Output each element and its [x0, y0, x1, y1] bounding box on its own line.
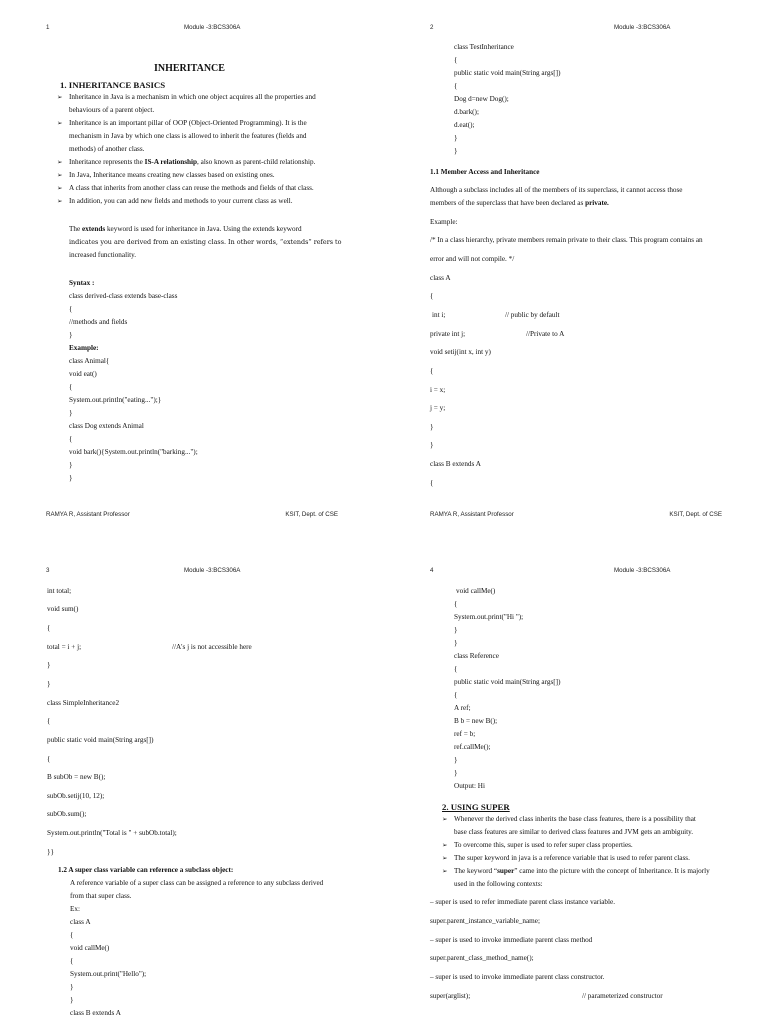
extends-para: The extends keyword is used for inheritance in Java. Using the extends keyword — [69, 225, 302, 233]
code-line: { — [430, 367, 434, 375]
code-line: { — [70, 931, 74, 939]
code-line: { — [454, 82, 458, 90]
code-line: { — [454, 691, 458, 699]
code-line: }} — [47, 848, 54, 856]
bullet: ➢ To overcome this, super is used to refer super class properties. — [454, 841, 633, 850]
code-line: { — [430, 479, 434, 487]
paragraph: Although a subclass includes all of the members of its superclass, it cannot access those — [430, 186, 683, 194]
page-number: 1 — [46, 24, 50, 31]
code-line: class A — [430, 274, 451, 282]
code-line: } — [430, 441, 434, 449]
code-line: int i; — [432, 311, 446, 319]
code-line: A ref; — [454, 704, 471, 712]
code-line: } — [454, 147, 458, 155]
output-line: Output: Hi — [454, 782, 485, 790]
code-line: System.out.println("eating...");} — [69, 396, 162, 404]
paragraph: A reference variable of a super class can be assigned a reference to any subclass derived — [70, 879, 324, 887]
example-label: Example: — [430, 218, 458, 226]
extends-para-2: indicates you are derived from an existing class. In other words, “extends” refers to — [69, 238, 342, 246]
extends-para-3: increased functionality. — [69, 251, 136, 259]
code-line: //methods and fields — [69, 318, 128, 326]
footer-author: RAMYA R, Assistant Professor — [46, 511, 130, 518]
usage-line: – super is used to invoke immediate parent class method — [430, 936, 593, 944]
code-line: i = x; — [430, 386, 446, 394]
page-header — [430, 567, 722, 574]
code-comment: // parameterized constructor — [582, 992, 663, 1000]
code-line: ref = b; — [454, 730, 476, 738]
code-line: System.out.println("Total is " + subOb.total); — [47, 829, 177, 837]
code-line: class B extends A — [70, 1009, 121, 1017]
code-line: super(arglist); — [430, 992, 471, 1000]
module-label: Module -3:BCS306A — [184, 24, 241, 31]
code-line: public static void main(String args[]) — [454, 678, 561, 686]
code-line: } — [69, 474, 73, 482]
bullet: ➢ In addition, you can add new fields and methods to your current class as well. — [69, 197, 293, 206]
code-line: } — [454, 134, 458, 142]
module-label: Module -3:BCS306A — [614, 24, 671, 31]
code-line: void sum() — [47, 605, 79, 613]
code-line: class B extends A — [430, 460, 481, 468]
paragraph: from that super class. — [70, 892, 132, 900]
page-number: 3 — [46, 567, 50, 574]
page-title: INHERITANCE — [154, 63, 225, 74]
footer-author: RAMYA R, Assistant Professor — [430, 511, 514, 518]
bullet: ➢ The keyword “super” came into the picture with the concept of Inheritance. It is majorly — [454, 867, 710, 876]
bullet-cont: behaviours of a parent object. — [69, 106, 155, 114]
syntax-label: Syntax : — [69, 279, 95, 287]
code-line: d.bark(); — [454, 108, 479, 116]
bullet-cont: base class features are similar to derived class features and JVM gets an ambiguity. — [454, 828, 694, 836]
code-line: subOb.setij(10, 12); — [47, 792, 105, 800]
code-line: { — [430, 292, 434, 300]
comment-line: /* In a class hierarchy, private members remain private to their class. This program contains an — [430, 236, 703, 244]
code-line: class Dog extends Animal — [69, 422, 144, 430]
bullet-cont: mechanism in Java by which one class is allowed to inherit the features (fields and — [69, 132, 307, 140]
code-line: } — [69, 461, 73, 469]
comment-line: error and will not compile. */ — [430, 255, 515, 263]
code-line: class derived-class extends base-class — [69, 292, 178, 300]
code-line: void bark(){System.out.println("barking..."); — [69, 448, 198, 456]
code-line: { — [454, 56, 458, 64]
bullet: ➢ The super keyword in java is a reference variable that is used to refer parent class. — [454, 854, 690, 863]
code-line: { — [47, 624, 51, 632]
code-line: total = i + j; — [47, 643, 82, 651]
code-line: public static void main(String args[]) — [47, 736, 154, 744]
page-header — [46, 24, 338, 31]
page-number: 2 — [430, 24, 434, 31]
code-line: B subOb = new B(); — [47, 773, 106, 781]
module-label: Module -3:BCS306A — [614, 567, 671, 574]
code-line: { — [47, 717, 51, 725]
code-line: public static void main(String args[]) — [454, 69, 561, 77]
code-line: Ex: — [70, 905, 80, 913]
code-line: } — [454, 769, 458, 777]
code-line: void eat() — [69, 370, 97, 378]
isa-bold: IS-A relationship — [144, 158, 198, 166]
code-line: private int j; — [430, 330, 466, 338]
usage-line: – super is used to invoke immediate parent class constructor. — [430, 973, 605, 981]
code-line: } — [47, 661, 51, 669]
code-line: void setij(int x, int y) — [430, 348, 491, 356]
page-1 — [0, 0, 384, 518]
code-line: { — [69, 305, 73, 313]
code-line: class Reference — [454, 652, 499, 660]
code-line: } — [69, 331, 73, 339]
code-line: { — [454, 600, 458, 608]
page-2 — [384, 0, 768, 518]
code-line: } — [454, 626, 458, 634]
bullet-cont: used in the following contexts: — [454, 880, 543, 888]
example-label: Example: — [69, 344, 99, 352]
code-line: int total; — [47, 587, 72, 595]
code-comment: //A's j is not accessible here — [172, 643, 252, 651]
code-line: { — [69, 435, 73, 443]
code-line: ref.callMe(); — [454, 743, 491, 751]
footer-dept: KSIT, Dept. of CSE — [669, 511, 722, 518]
code-line: super.parent_class_method_name(); — [430, 954, 534, 962]
footer-dept: KSIT, Dept. of CSE — [285, 511, 338, 518]
bullet: ➢ Inheritance is an important pillar of OOP (Object-Oriented Programming). It is the — [69, 119, 307, 128]
code-line: } — [454, 756, 458, 764]
code-line: void callMe() — [70, 944, 110, 952]
page-header — [46, 567, 338, 574]
code-line: } — [454, 639, 458, 647]
code-line: System.out.print("Hi "); — [454, 613, 524, 621]
code-line: subOb.sum(); — [47, 810, 87, 818]
bullet: ➢ Whenever the derived class inherits the base class features, there is a possibility that — [454, 815, 696, 824]
code-line: { — [70, 957, 74, 965]
code-line: } — [70, 996, 74, 1004]
bullet: ➢ Inheritance represents the IS-A relationship, also known as parent-child relationship. — [69, 158, 315, 167]
paragraph: members of the superclass that have been declared as private. — [430, 199, 609, 207]
bullet: ➢ A class that inherits from another class can reuse the methods and fields of that class. — [69, 184, 314, 193]
code-line: { — [69, 383, 73, 391]
code-line: j = y; — [430, 404, 446, 412]
code-line: System.out.print("Hello"); — [70, 970, 147, 978]
code-line: } — [69, 409, 73, 417]
page-4 — [384, 512, 768, 1024]
code-line: { — [47, 755, 51, 763]
subsection-heading: 1.1 Member Access and Inheritance — [430, 168, 540, 176]
bullet-cont: methods) of another class. — [69, 145, 145, 153]
code-line: d.eat(); — [454, 121, 475, 129]
code-line: B b = new B(); — [454, 717, 498, 725]
section-heading: 1. INHERITANCE BASICS — [60, 80, 166, 90]
bullet: ➢ In Java, Inheritance means creating new classes based on existing ones. — [69, 171, 275, 180]
bullet: ➢ Inheritance in Java is a mechanism in which one object acquires all the properties and — [69, 93, 316, 102]
code-line: } — [70, 983, 74, 991]
code-comment: //Private to A — [526, 330, 565, 338]
code-line: { — [454, 665, 458, 673]
code-line: Dog d=new Dog(); — [454, 95, 509, 103]
usage-line: – super is used to refer immediate parent class instance variable. — [430, 898, 616, 906]
code-comment: // public by default — [505, 311, 560, 319]
code-line: class SimpleInheritance2 — [47, 699, 120, 707]
code-line: } — [430, 423, 434, 431]
section-heading: 2. USING SUPER — [442, 802, 510, 812]
code-line: class A — [70, 918, 91, 926]
code-line: } — [47, 680, 51, 688]
module-label: Module -3:BCS306A — [184, 567, 241, 574]
code-line: class TestInheritance — [454, 43, 514, 51]
code-line: void callMe() — [456, 587, 496, 595]
page-header — [430, 24, 722, 31]
code-line: class Animal{ — [69, 357, 110, 365]
code-line: super.parent_instance_variable_name; — [430, 917, 540, 925]
page-number: 4 — [430, 567, 434, 574]
page-3 — [0, 512, 384, 1024]
subsection-heading: 1.2 A super class variable can reference a subclass object: — [58, 866, 234, 874]
